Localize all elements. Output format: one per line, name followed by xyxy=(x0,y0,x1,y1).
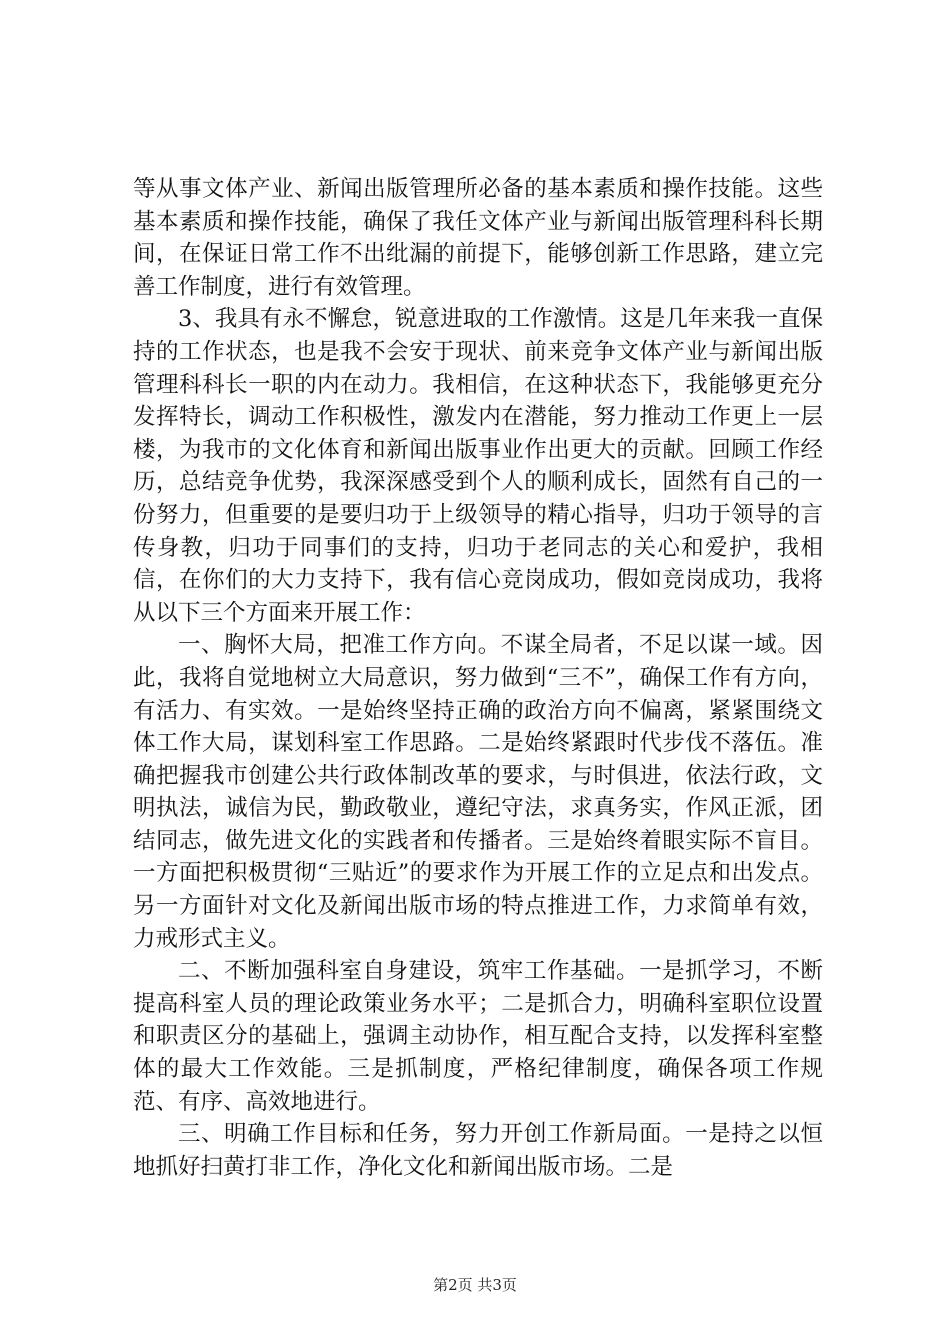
paragraph-section-two: 二、不断加强科室自身建设，筑牢工作基础。一是抓学习，不断提高科室人员的理论政策业务水平；二是抓合力，明确科室职位设置和职责区分的基础上，强调主动协作，相互配合支持，以发挥科室整体的最大工作效能。三是抓制度，严格纪律制度，确保各项工作规范、有序、高效地进行。 xyxy=(133,958,823,1115)
document-body xyxy=(133,173,823,1183)
paragraph-section-one: 一、胸怀大局，把准工作方向。不谋全局者，不足以谋一域。因此，我将自觉地树立大局意识，努力做到“三不”，确保工作有方向，有活力、有实效。一是始终坚持正确的政治方向不偏离，紧紧围绕文体工作大局，谋划科室工作思路。二是始终紧跟时代步伐不落伍。准确把握我市创建公共行政体制改革的要求，与时俱进，依法行政，文明执法，诚信为民，勤政敬业，遵纪守法，求真务实，作风正派，团结同志，做先进文化的实践者和传播者。三是始终着眼实际不盲目。一方面把积极贯彻“三贴近”的要求作为开展工作的立足点和出发点。另一方面针对文化及新闻出版市场的特点推进工作，力求简单有效，力戒形式主义。 xyxy=(133,632,823,952)
paragraph-work-passion: 3、我具有永不懈怠，锐意进取的工作激情。这是几年来我一直保持的工作状态，也是我不会安于现状、前来竞争文体产业与新闻出版管理科科长一职的内在动力。我相信，在这种状态下，我能够更充分发挥特长，调动工作积极性，激发内在潜能，努力推动工作更上一层楼，为我市的文化体育和新闻出版事业作出更大的贡献。回顾工作经历，总结竞争优势，我深深感受到个人的顺利成长，固然有自己的一份努力，但重要的是要归功于上级领导的精心指导，归功于领导的言传身教，归功于同事们的支持，归功于老同志的关心和爱护，我相信，在你们的大力支持下，我有信心竞岗成功，假如竞岗成功，我将从以下三个方面来开展工作： xyxy=(133,306,823,626)
paragraph-section-three: 三、明确工作目标和任务，努力开创工作新局面。一是持之以恒地抓好扫黄打非工作，净化文化和新闻出版市场。二是 xyxy=(133,1121,823,1180)
page-number-footer: 第2页 共3页 xyxy=(433,1276,517,1294)
paragraph-continuation: 等从事文体产业、新闻出版管理所必备的基本素质和操作技能。这些基本素质和操作技能，确保了我任文体产业与新闻出版管理科科长期间，在保证日常工作不出纰漏的前提下，能够创新工作思路，建立完善工作制度，进行有效管理。 xyxy=(133,176,823,300)
